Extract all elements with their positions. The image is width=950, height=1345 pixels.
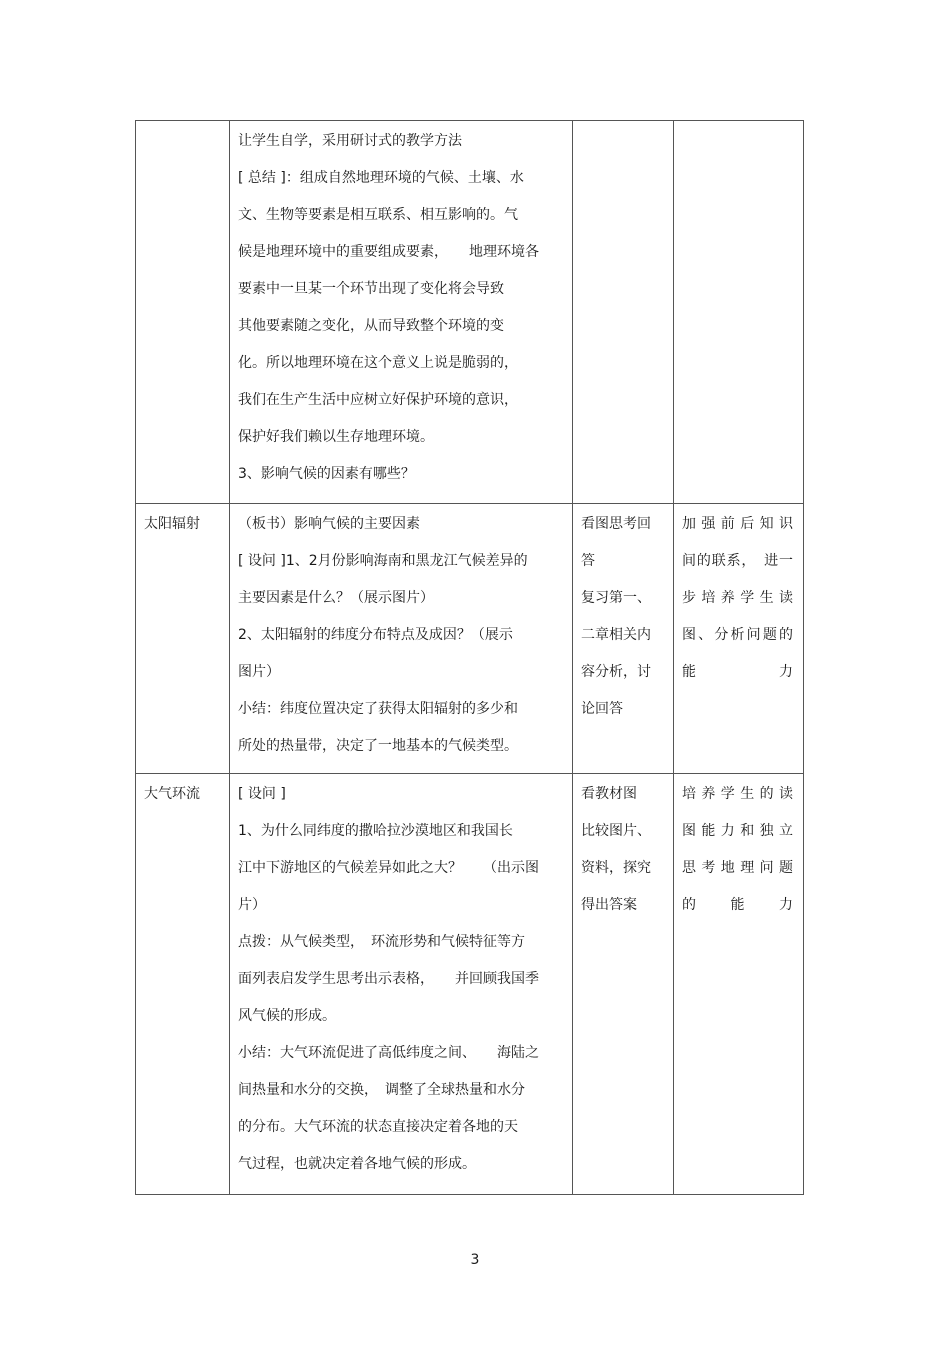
text-line: 间的联系， 进一	[682, 553, 793, 569]
text-line: 容分析，讨	[581, 664, 651, 680]
text-line: 小结：大气环流促进了高低纬度之间、 海陆之	[238, 1045, 539, 1061]
text-line: 化。所以地理环境在这个意义上说是脆弱的，	[238, 355, 518, 371]
text-line: 2、太阳辐射的纬度分布特点及成因？（展示	[238, 627, 513, 643]
content-cell	[230, 504, 573, 774]
content-cell	[230, 774, 573, 1195]
text-line: 步培养学生读	[682, 590, 793, 606]
text-line: 的分布。大气环流的状态直接决定着各地的天	[238, 1119, 518, 1135]
text-line: 主要因素是什么？（展示图片）	[238, 590, 434, 606]
text-line: 片）	[238, 897, 266, 913]
text-line: [ 总结 ]：组成自然地理环境的气候、土壤、水	[238, 170, 524, 186]
text-line: 面列表启发学生思考出示表格， 并回顾我国季	[238, 971, 539, 987]
text-line: 间热量和水分的交换， 调整了全球热量和水分	[238, 1082, 525, 1098]
text-line: [ 设问 ]	[238, 786, 286, 802]
text-line: 其他要素随之变化，从而导致整个环境的变	[238, 318, 504, 334]
topic-cell	[136, 774, 230, 1195]
lesson-plan-table	[135, 120, 804, 1195]
design-intent-cell	[674, 121, 804, 504]
text-line: 看图思考回	[581, 516, 651, 532]
text-line: 论回答	[581, 701, 623, 717]
table-row	[136, 121, 804, 504]
text-line: （板书）影响气候的主要因素	[238, 516, 420, 532]
text-line: 候是地理环境中的重要组成要素， 地理环境各	[238, 244, 539, 260]
text-line: 让学生自学，采用研讨式的教学方法	[238, 133, 462, 149]
text-line: 小结：纬度位置决定了获得太阳辐射的多少和	[238, 701, 518, 717]
text-line: 风气候的形成。	[238, 1008, 336, 1024]
text-line: 得出答案	[581, 897, 637, 913]
text-line: 点拨：从气候类型， 环流形势和气候特征等方	[238, 934, 525, 950]
text-line: 二章相关内	[581, 627, 651, 643]
topic-cell	[136, 504, 230, 774]
text-line: 3、影响气候的因素有哪些？	[238, 466, 415, 482]
text-line: 图、分析问题的	[682, 627, 793, 643]
topic-label: 大气环流	[144, 786, 200, 802]
design-intent-cell	[674, 774, 804, 1195]
text-line: 保护好我们赖以生存地理环境。	[238, 429, 434, 445]
text-line: 图片）	[238, 664, 280, 680]
text-line: 文、生物等要素是相互联系、相互影响的。气	[238, 207, 518, 223]
text-line: 所处的热量带，决定了一地基本的气候类型。	[238, 738, 518, 754]
page-number: 3	[470, 1252, 480, 1268]
student-activity-cell	[573, 774, 674, 1195]
text-line: 复习第一、	[581, 590, 651, 606]
table-row	[136, 774, 804, 1195]
text-line: 的能力	[682, 897, 793, 913]
text-line: 思考地理问题	[682, 860, 793, 876]
text-line: 加强前后知识	[682, 516, 793, 532]
text-line: 看教材图	[581, 786, 637, 802]
text-line: 图能力和独立	[682, 823, 793, 839]
text-line: 要素中一旦某一个环节出现了变化将会导致	[238, 281, 504, 297]
text-line: 江中下游地区的气候差异如此之大？ （出示图	[238, 860, 539, 876]
text-line: 气过程，也就决定着各地气候的形成。	[238, 1156, 476, 1172]
design-intent-cell	[674, 504, 804, 774]
student-activity-cell	[573, 121, 674, 504]
text-line: 答	[581, 553, 595, 569]
text-line: 能力	[682, 664, 793, 680]
topic-cell	[136, 121, 230, 504]
content-cell	[230, 121, 573, 504]
text-line: 培养学生的读	[682, 786, 793, 802]
student-activity-cell	[573, 504, 674, 774]
text-line: 比较图片、	[581, 823, 651, 839]
text-line: 资料，探究	[581, 860, 651, 876]
topic-label: 太阳辐射	[144, 516, 200, 532]
text-line: 1、为什么同纬度的撒哈拉沙漠地区和我国长	[238, 823, 513, 839]
text-line: 我们在生产生活中应树立好保护环境的意识，	[238, 392, 518, 408]
text-line: [ 设问 ]1、2月份影响海南和黑龙江气候差异的	[238, 553, 528, 569]
table-row	[136, 504, 804, 774]
